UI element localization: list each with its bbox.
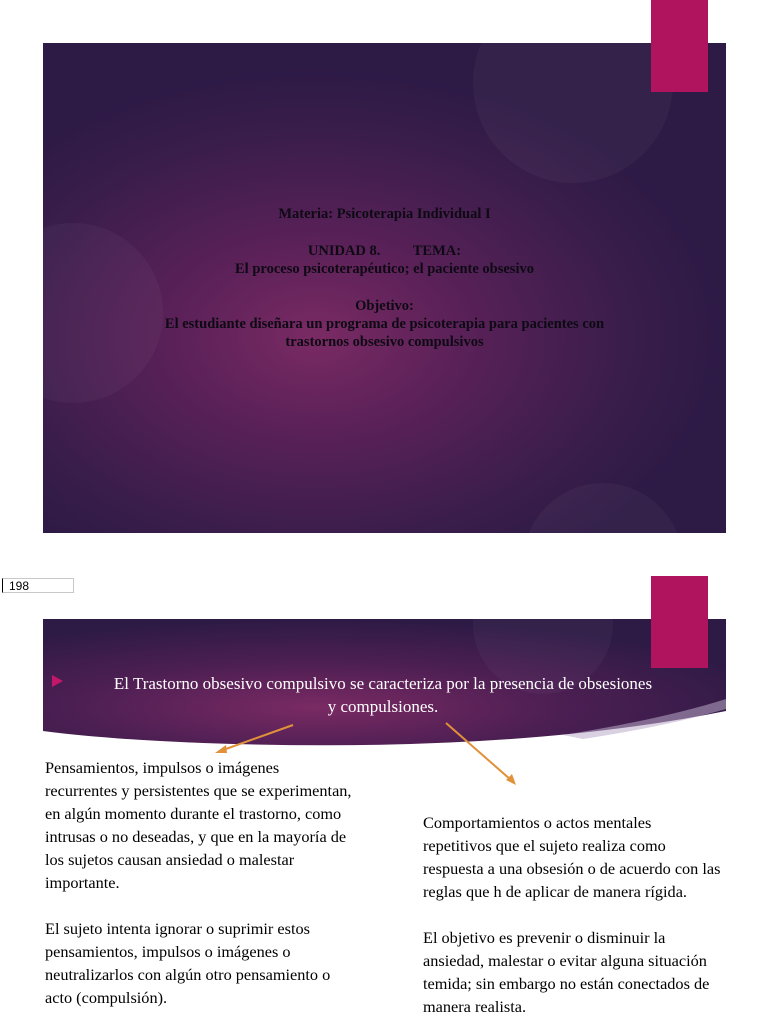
unit-label: UNIDAD 8. <box>307 243 381 259</box>
accent-tab <box>651 0 708 92</box>
subject-line: Materia: Psicoterapia Individual I <box>278 206 491 222</box>
decor-circle <box>523 483 683 533</box>
title-block <box>43 205 726 351</box>
objective-line-2: trastornos obsesivo compulsivos <box>285 334 484 350</box>
headline-line-2: y compulsiones. <box>327 697 439 716</box>
unit-line <box>43 242 726 260</box>
topic-label: TEMA: <box>412 243 462 259</box>
objective-line-1: El estudiante diseñara un programa de psicoterapia para pacientes con <box>164 316 605 332</box>
topic-text: El proceso psicoterapéutico; el paciente obsesivo <box>235 261 534 277</box>
page-number: 198 <box>2 578 74 593</box>
content-slide <box>43 619 726 1024</box>
compulsions-paragraph-2: El objetivo es prevenir o disminuir la ansiedad, malestar o evitar alguna situación temida; sin embargo no están conectados de manera realista. <box>423 928 710 1016</box>
title-slide <box>43 43 726 533</box>
accent-tab <box>651 576 708 668</box>
headline-line-1: El Trastorno obsesivo compulsivo se caracteriza por la presencia de obsesiones <box>113 674 653 693</box>
obsessions-description <box>45 756 355 1024</box>
decor-circle <box>473 43 673 183</box>
compulsions-paragraph-1: Comportamientos o actos mentales repetitivos que el sujeto realiza como respuesta a una obsesión o de acuerdo con las reglas que h de aplicar de manera rígida. <box>423 813 721 901</box>
compulsions-description <box>423 811 723 1024</box>
obsessions-paragraph-1: Pensamientos, impulsos o imágenes recurrentes y persistentes que se experimentan, en algún momento durante el trastorno, como intrusas o no deseadas, y que en la mayoría de los sujetos causan ansiedad o malestar importante. <box>45 758 352 892</box>
objective-label: Objetivo: <box>355 298 414 314</box>
obsessions-paragraph-2: El sujeto intenta ignorar o suprimir estos pensamientos, impulsos o imágenes o neutralizarlos con algún otro pensamiento o acto (compulsión). <box>45 919 331 1007</box>
